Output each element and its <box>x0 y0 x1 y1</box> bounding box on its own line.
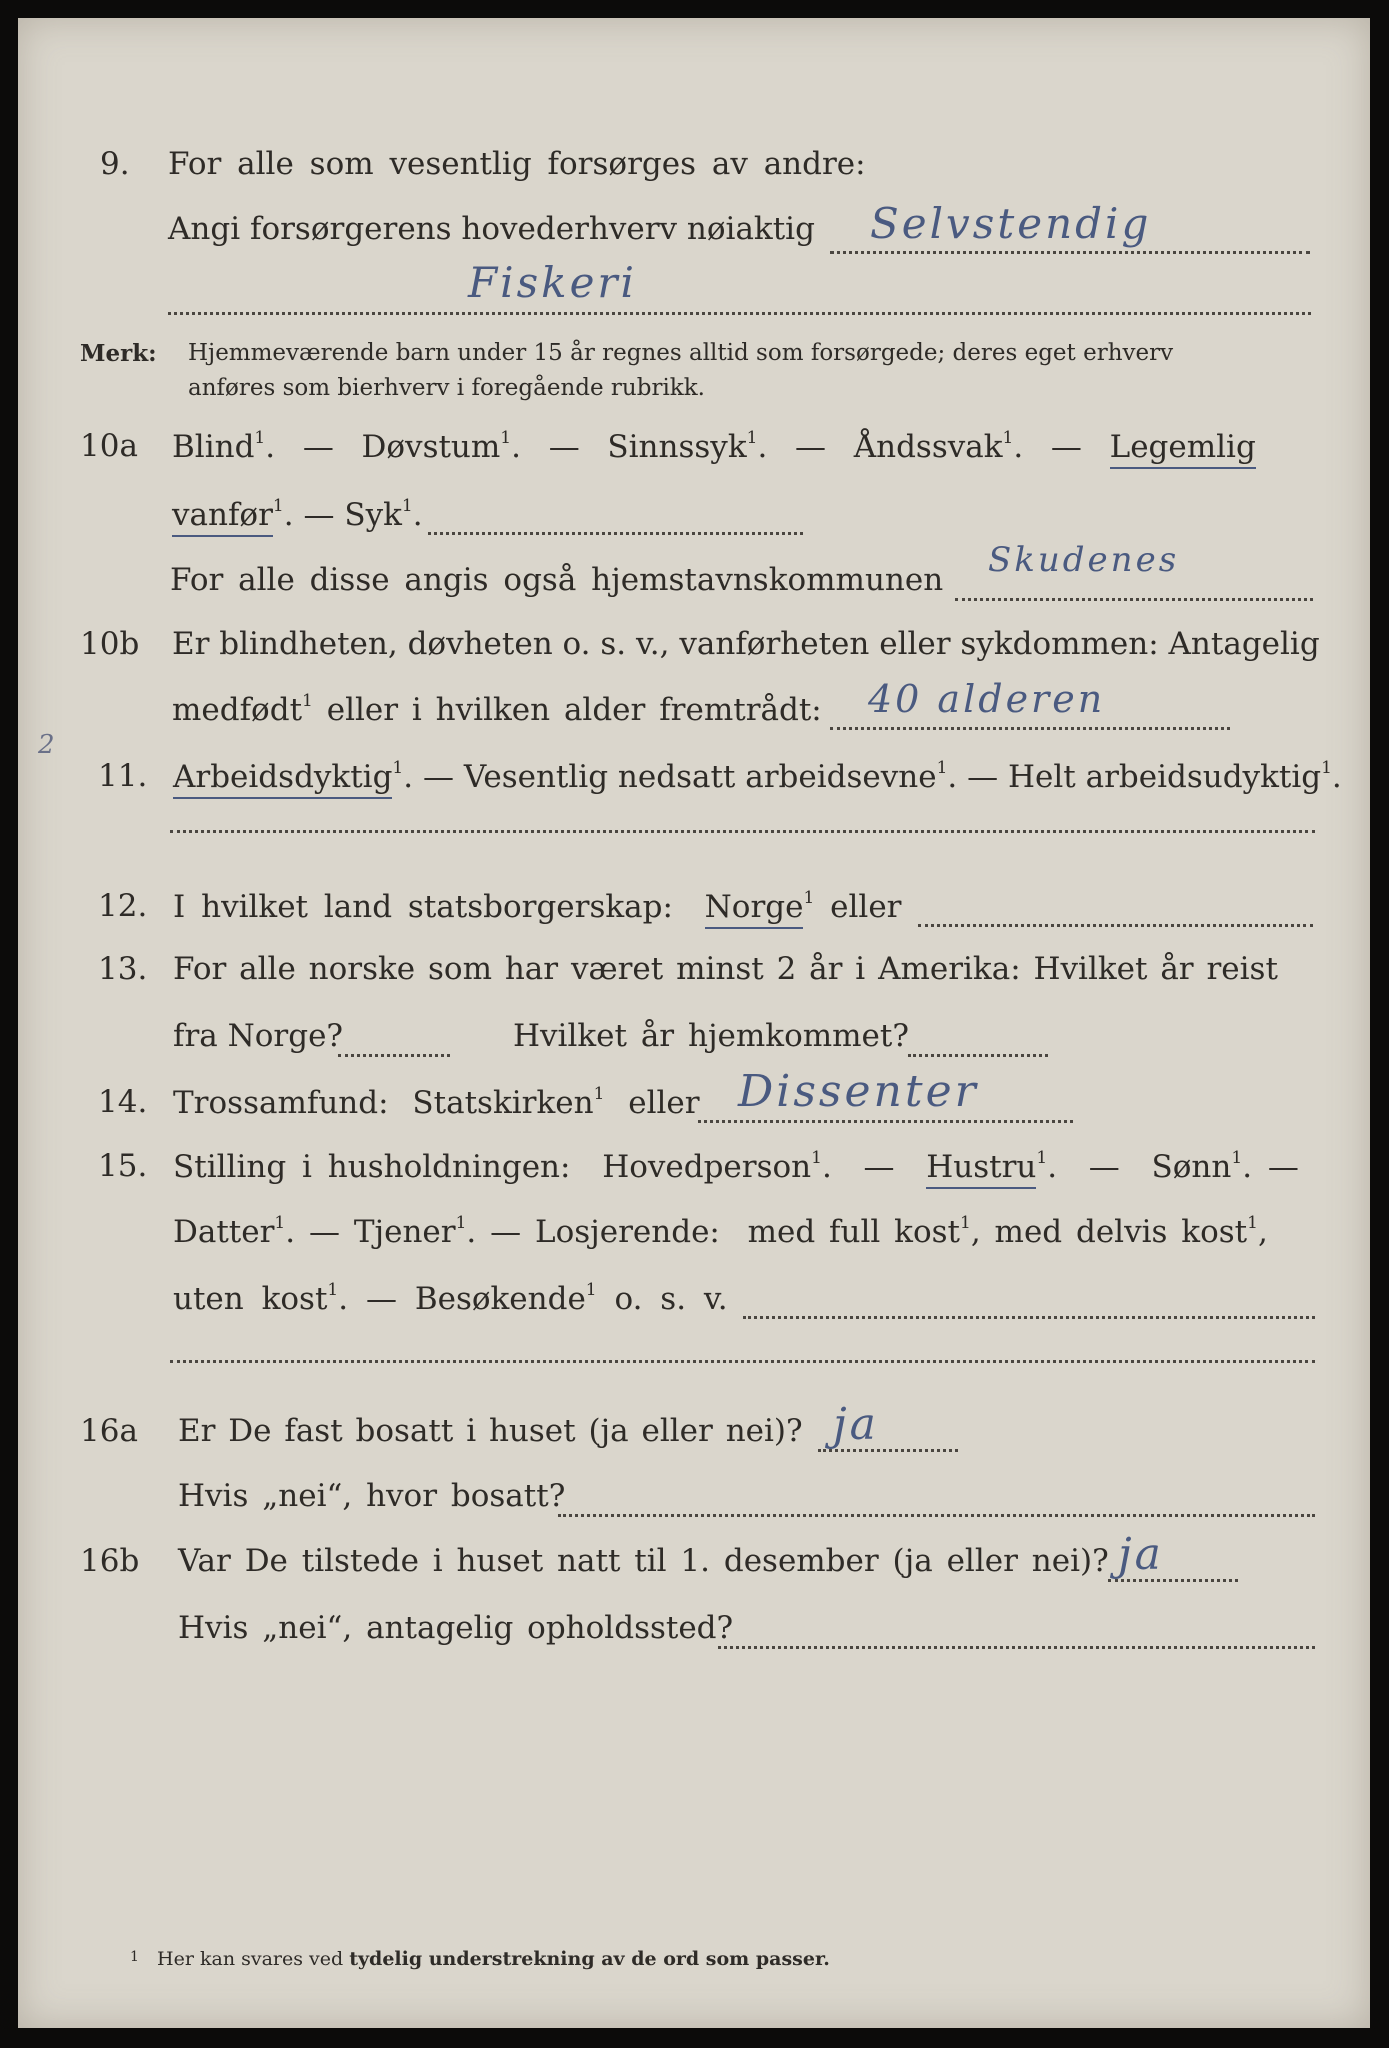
option-dovstum[interactable]: Døvstum <box>361 429 501 465</box>
q10b-handwritten-answer: 40 alderen <box>868 677 1106 721</box>
footnote <box>130 1948 830 1970</box>
q16b-number: 16b <box>80 1543 140 1579</box>
q10a-row-3 <box>18 540 1370 622</box>
option-nedsatt[interactable]: Vesentlig nedsatt arbeidsevne <box>463 759 937 795</box>
q13-hjemkommet-line[interactable] <box>908 1054 1048 1057</box>
option-sinnssyk[interactable]: Sinnssyk <box>607 429 747 465</box>
q13-reist-label: fra Norge? <box>173 1018 344 1054</box>
q16a-question-2: Hvis „nei“, hvor bosatt? <box>178 1478 566 1514</box>
q12-row <box>18 888 1370 948</box>
q10b-number: 10b <box>80 626 140 662</box>
q11-number: 11. <box>98 758 148 794</box>
margin-annotation: 2 <box>38 730 55 760</box>
option-tjener[interactable]: Tjener <box>353 1214 456 1250</box>
option-uten-kost[interactable]: uten kost <box>173 1281 328 1317</box>
q9-question: For alle som vesentlig forsørges av andre: <box>168 146 866 182</box>
q15-answer-line-2[interactable] <box>170 1360 1315 1363</box>
option-vanfor[interactable]: vanfør <box>172 497 273 537</box>
q9-row-1 <box>18 146 1370 206</box>
q11-options: Arbeidsdyktig$^1$. — Vesentlig nedsatt arbeidsevne$^1$. — Helt arbeidsudyktig$^1$. <box>173 758 1342 795</box>
q11-answer-line[interactable] <box>170 830 1315 833</box>
q13-reist-line[interactable] <box>338 1054 450 1057</box>
option-medfodt[interactable]: medfødt <box>172 692 303 728</box>
option-andssvak[interactable]: Åndssvak <box>853 429 1003 465</box>
footnote-mark: 1 <box>130 1949 139 1965</box>
q9-row-3 <box>18 258 1370 326</box>
q9-number: 9. <box>100 146 130 182</box>
merk-label: Merk: <box>80 340 157 367</box>
option-datter[interactable]: Datter <box>173 1214 275 1250</box>
footnote-text-b: tydelig understrekning av de ord som passer. <box>349 1948 830 1970</box>
q14-number: 14. <box>98 1084 148 1120</box>
q13-number: 13. <box>98 951 148 987</box>
option-syk[interactable]: Syk <box>344 497 402 533</box>
q16a-row-2 <box>18 1478 1370 1538</box>
census-form-page <box>18 18 1370 2028</box>
q10a-hjemstavn-question: For alle disse angis også hjemstavnskommunen <box>170 562 944 598</box>
option-blind[interactable]: Blind <box>172 429 255 465</box>
q16b-handwritten-answer: ja <box>1118 1529 1164 1580</box>
footnote-text-a: Her kan svares ved <box>157 1948 350 1970</box>
q10b-row-1 <box>18 626 1370 686</box>
option-statskirken[interactable]: Statskirken <box>412 1085 594 1121</box>
option-besokende[interactable]: Besøkende <box>414 1281 586 1317</box>
q10b-answer-line[interactable] <box>830 727 1230 730</box>
q13-question: For alle norske som har været minst 2 år i Amerika: Hvilket år reist <box>173 951 1278 987</box>
q11-row-1 <box>18 758 1370 818</box>
q16a-row-1 <box>18 1399 1370 1473</box>
q12-answer-line[interactable] <box>918 924 1313 927</box>
option-hovedperson[interactable]: Hovedperson <box>602 1149 812 1185</box>
q10a-options-2: vanfør$^1$. — Syk$^1$. <box>172 496 423 533</box>
q15-row-1 <box>18 1148 1370 1208</box>
q9-row-2 <box>18 199 1370 271</box>
merk-text-2: anføres som bierhverv i foregående rubrikk. <box>188 375 705 401</box>
q9-answer-line-2[interactable] <box>168 312 1311 315</box>
q16b-question-2: Hvis „nei“, antagelig opholdssted? <box>178 1610 734 1646</box>
option-udyktig[interactable]: Helt arbeidsudyktig <box>1007 759 1322 795</box>
option-delvis-kost[interactable]: med delvis kost <box>994 1214 1248 1250</box>
q16a-bosatt-line[interactable] <box>558 1514 1315 1517</box>
q9-answer-line[interactable] <box>830 251 1310 254</box>
q14-row <box>18 1066 1370 1144</box>
q10a-options: Blind$^1$. — Døvstum$^1$. — Sinnssyk$^1$. — Åndssvak$^1$. — Legemlig <box>172 428 1256 465</box>
q16b-question: Var De tilstede i huset natt til 1. desember (ja eller nei)? <box>178 1543 1109 1579</box>
q16a-handwritten-answer: ja <box>833 1399 879 1450</box>
q9-handwritten-answer: Selvstendig <box>870 199 1152 248</box>
q15-question: Stilling i husholdningen: Hovedperson$^1$. — Hustru$^1$. — Sønn$^1$. — <box>173 1148 1299 1185</box>
q10a-handwritten-answer: Skudenes <box>988 540 1180 580</box>
q14-question: Trossamfund: Statskirken$^1$ eller <box>173 1084 700 1121</box>
q16b-answer-line[interactable] <box>1108 1579 1238 1582</box>
option-norge[interactable]: Norge <box>705 889 804 929</box>
q10a-number: 10a <box>80 428 138 464</box>
q10a-hjemstavn-line[interactable] <box>955 598 1313 601</box>
q12-number: 12. <box>98 888 148 924</box>
q10b-row-2 <box>18 677 1370 751</box>
option-full-kost[interactable]: med full kost <box>747 1214 960 1250</box>
q10b-question-2: medfødt$^1$ eller i hvilken alder fremtrådt: <box>172 691 822 728</box>
q10a-syk-line[interactable] <box>428 532 803 535</box>
option-hustru[interactable]: Hustru <box>926 1149 1036 1189</box>
q16b-opholdssted-line[interactable] <box>718 1646 1315 1649</box>
option-sonn[interactable]: Sønn <box>1151 1149 1232 1185</box>
q15-options-3: uten kost$^1$. — Besøkende$^1$ o. s. v. <box>173 1280 728 1317</box>
q15-number: 15. <box>98 1148 148 1184</box>
q16a-question: Er De fast bosatt i huset (ja eller nei)? <box>178 1413 803 1449</box>
q15-answer-line[interactable] <box>743 1316 1315 1319</box>
q10a-row-1 <box>18 428 1370 488</box>
q16a-number: 16a <box>80 1413 138 1449</box>
q16b-row-1 <box>18 1529 1370 1603</box>
option-arbeidsdyktig[interactable]: Arbeidsdyktig <box>173 759 392 799</box>
q16b-row-2 <box>18 1610 1370 1670</box>
q14-answer-line[interactable] <box>698 1120 1073 1123</box>
q10b-question: Er blindheten, døvheten o. s. v., vanførheten eller sykdommen: Antagelig <box>172 626 1320 662</box>
option-legemlig[interactable]: Legemlig <box>1110 429 1256 469</box>
q9-handwritten-answer-2: Fiskeri <box>468 258 637 307</box>
q12-question: I hvilket land statsborgerskap: Norge$^1$ eller <box>173 888 902 925</box>
q15-options-2: Datter$^1$. — Tjener$^1$. — Losjerende: med full kost$^1$, med delvis kost$^1$, <box>173 1213 1268 1250</box>
q13-row-1 <box>18 951 1370 1011</box>
q14-handwritten-answer: Dissenter <box>738 1066 979 1117</box>
q13-row-2 <box>18 1018 1370 1078</box>
q15-row-2 <box>18 1213 1370 1273</box>
q15-row-3 <box>18 1280 1370 1340</box>
q13-hjemkommet-label: Hvilket år hjemkommet? <box>513 1018 909 1054</box>
q9-question-2: Angi forsørgerens hovederhverv nøiaktig <box>168 211 815 247</box>
merk-text-1: Hjemmeværende barn under 15 år regnes alltid som forsørgede; deres eget erhverv <box>188 340 1174 366</box>
